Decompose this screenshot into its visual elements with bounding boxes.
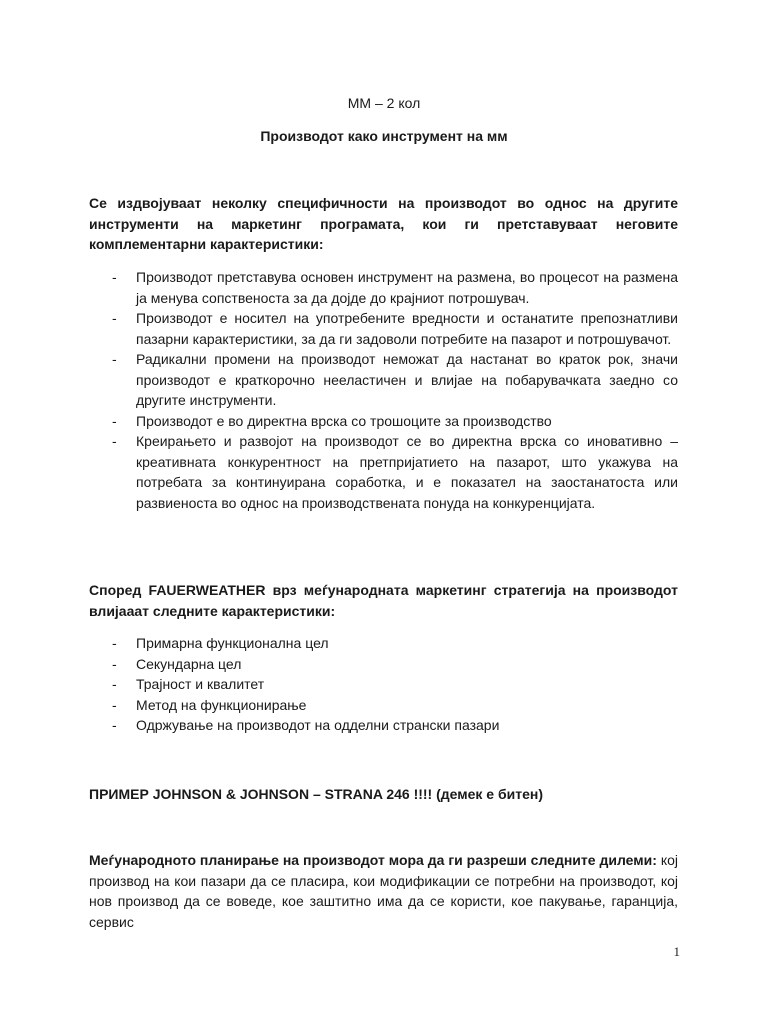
list-dash: - — [112, 412, 117, 429]
list-item-text: Одржување на производот на одделни странски пазари — [136, 717, 500, 733]
list-item-text: Производот претставува основен инструмент на размена, во процесот на размена ја менува сопственоста за да дојде до крајниот потрошувач. — [136, 269, 678, 306]
list-dash: - — [112, 310, 117, 326]
section3-rest: кој производ на кои пазари да се пласира, кои модификации се потребни на производот, кој нов производ да се воведе, кое заштитно има да се користи, кое пакување, гаранција, сервис — [89, 852, 678, 930]
list-item-text: Трајност и квалитет — [136, 676, 265, 692]
page-number: 1 — [673, 944, 680, 959]
list-item — [89, 695, 678, 716]
list-dash: - — [112, 351, 117, 367]
section3-paragraph — [89, 850, 678, 932]
list-item — [89, 654, 678, 675]
example-note: ПРИМЕР JOHNSON & JOHNSON – STRANA 246 !!!! (демек е битен) — [89, 786, 543, 802]
list-item-text: Метод на функционирање — [136, 696, 307, 713]
list-item — [89, 267, 678, 308]
list-item — [89, 349, 678, 411]
list-item — [89, 431, 678, 513]
list-dash: - — [112, 717, 117, 733]
document-header: ММ – 2 кол — [347, 95, 421, 111]
section3-lead: Меѓународното планирање на производот мора да ги разреши следните дилеми: — [89, 852, 657, 868]
list-item — [89, 633, 678, 654]
list-dash: - — [112, 696, 117, 713]
list-item — [89, 674, 678, 695]
list-dash: - — [112, 676, 117, 692]
list-item-text: Секундарна цел — [136, 655, 242, 672]
list-dash: - — [112, 655, 117, 672]
list-item — [89, 411, 678, 432]
list-item-text: Производот е носител на употребените вредности и останатите препознатливи пазарни карактеристики, за да ги задоволи потребите на пазарот и потрошувачот. — [136, 310, 678, 347]
section1-list — [89, 267, 678, 513]
list-dash: - — [112, 269, 117, 285]
list-item-text: Примарна функционална цел — [136, 635, 329, 651]
section2-list — [89, 633, 678, 736]
document-title: Производот како инструмент на мм — [260, 128, 508, 144]
list-item — [89, 308, 678, 349]
list-item-text: Производот е во директна врска со трошоците за производство — [136, 412, 552, 429]
list-dash: - — [112, 635, 117, 651]
section1-intro: Се издвојуваат неколку специфичности на производот во однос на другите инструменти на маркетинг програмата, кои ги претставуваат неговите комплементарни карактеристики: — [89, 195, 678, 252]
list-item-text: Креирањето и развојот на производот се во директна врска со иновативно – креативната конкурентност на претпријатието на пазарот, што укажува на потребата за континуирана соработка, и е показател на заостанатоста или развиеноста во однос на производствената понуда на конкуренцијата. — [136, 433, 678, 511]
list-item — [89, 715, 678, 736]
section2-intro: Според FAUERWEATHER врз меѓународната маркетинг стратегија на производот влијааат следните карактеристики: — [89, 582, 678, 619]
list-item-text: Радикални промени на производот неможат да настанат во краток рок, значи производот е краткорочно нееластичен и влијае на побарувачката заедно со другите инструменти. — [136, 351, 678, 408]
list-dash: - — [112, 433, 117, 449]
